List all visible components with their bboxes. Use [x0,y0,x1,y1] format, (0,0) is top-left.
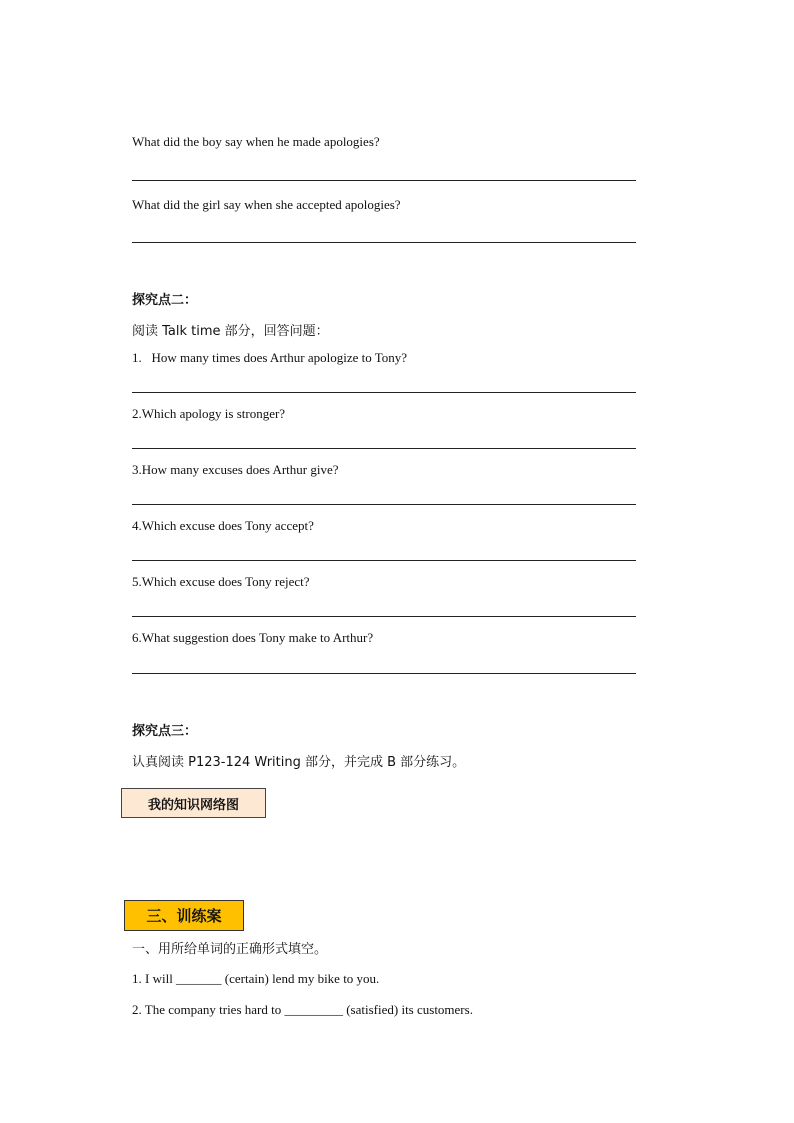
question-item: 4.Which excuse does Tony accept? [132,518,314,533]
training-section-label: 三、训练案 [146,907,222,925]
section-instruction: 认真阅读 P123-124 Writing 部分，并完成 B 部分练习。 [132,755,466,770]
question-item: 6.What suggestion does Tony make to Arthur? [132,630,374,645]
knowledge-network-box [121,788,266,818]
question-girl-apologies: What did the girl say when she accepted apologies? [132,197,401,212]
question-boy-apologies: What did the boy say when he made apologies? [132,134,380,149]
exercise-item: 2. The company tries hard to _________ (satisfied) its customers. [132,1002,473,1017]
answer-line [132,242,636,243]
answer-line [132,180,636,181]
training-task: 一、用所给单词的正确形式填空。 [132,942,328,957]
question-item: 3.How many excuses does Arthur give? [132,462,339,477]
knowledge-network-label: 我的知识网络图 [147,797,239,813]
question-item: 1. How many times does Arthur apologize to Tony? [132,350,408,365]
section-heading-point-two: 探究点二： [132,293,198,308]
answer-line [132,673,636,674]
question-item: 5.Which excuse does Tony reject? [132,574,310,589]
exercise-item: 1. I will _______ (certain) lend my bike to you. [132,971,380,986]
answer-line [132,448,636,449]
training-section-box [124,900,244,931]
section-instruction: 阅读 Talk time 部分，回答问题： [132,324,329,339]
answer-line [132,560,636,561]
answer-line [132,616,636,617]
answer-line [132,392,636,393]
answer-line [132,504,636,505]
question-item: 2.Which apology is stronger? [132,406,286,421]
section-heading-point-three: 探究点三： [132,724,198,739]
